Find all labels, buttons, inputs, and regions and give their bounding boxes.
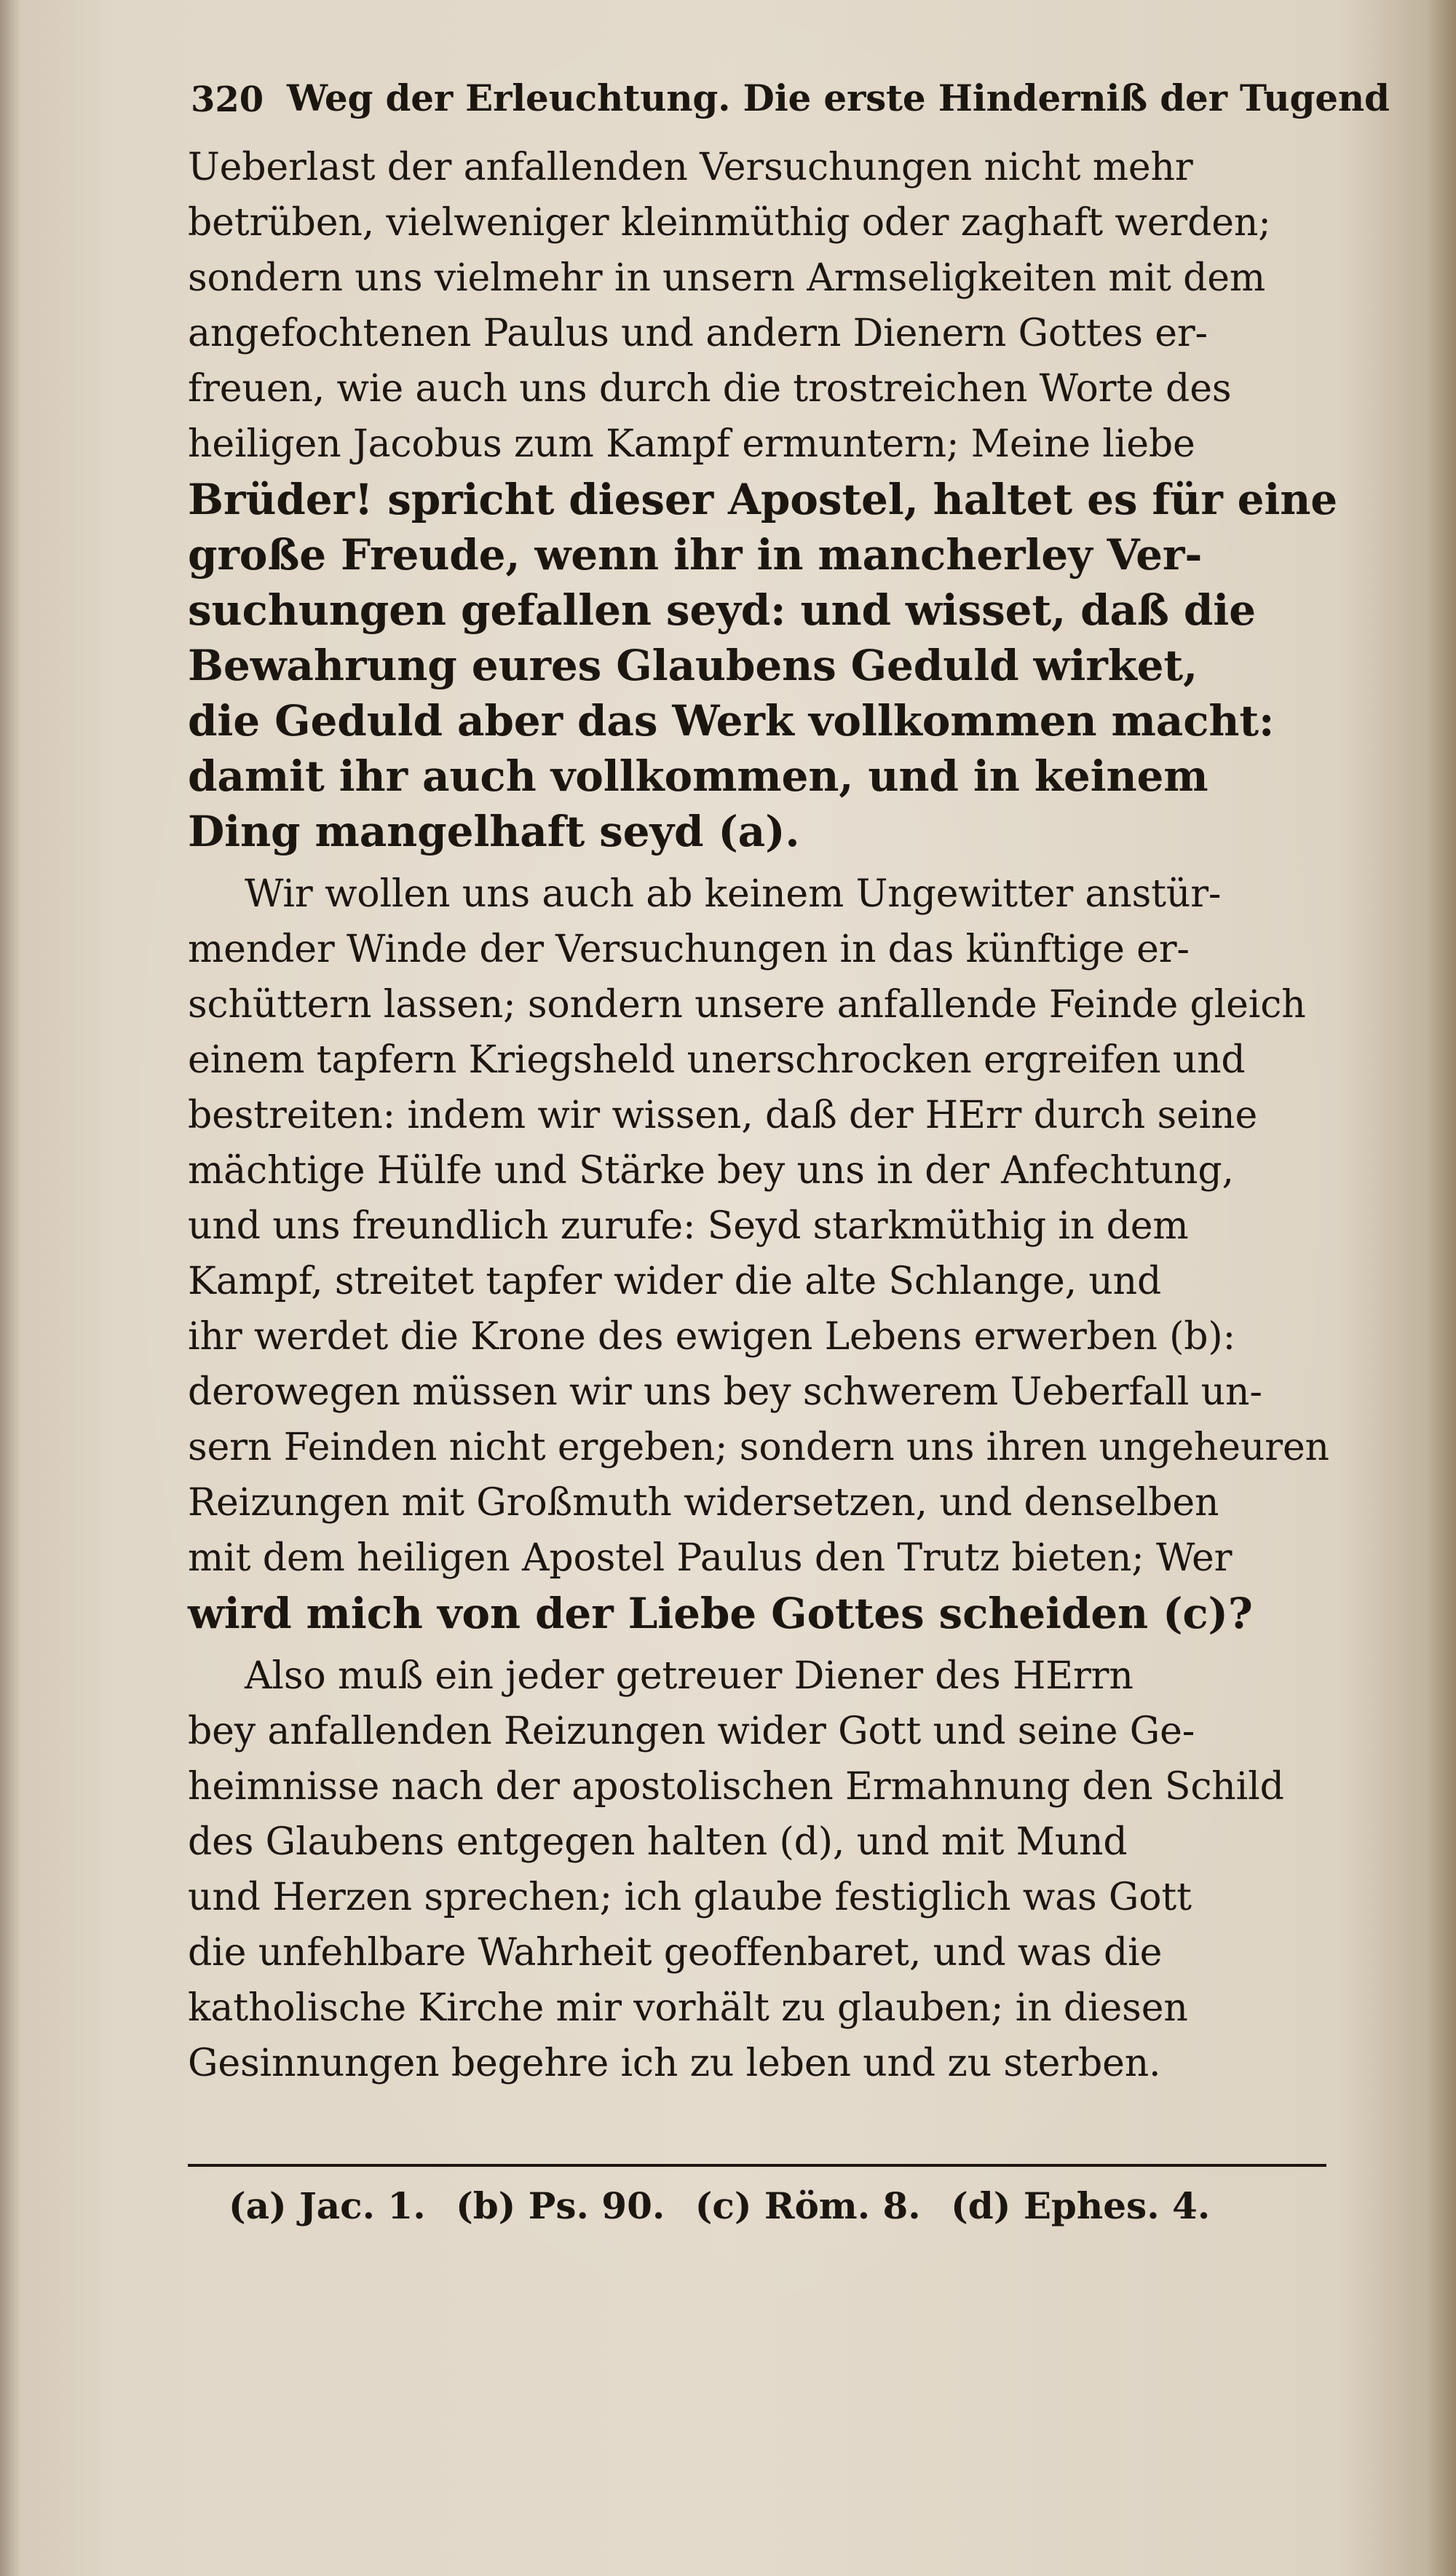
text-line [188,1814,1353,1870]
page-number: 320 [191,79,264,120]
footnote-b: (b) Ps. 90. [456,2184,665,2227]
text-line [188,306,1353,361]
line-text: sondern uns vielmehr in unsern Armseligkeiten mit dem [188,256,1266,300]
line-text: sern Feinden nicht ergeben; sondern uns ihren ungeheuren [188,1426,1329,1469]
line-text: Bewahrung eures Glaubens Geduld wirket, [188,641,1198,690]
line-text: einem tapfern Kriegsheld unerschrocken ergreifen und [188,1038,1246,1082]
line-text: Gesinnungen begehre ich zu leben und zu sterben. [188,2042,1161,2085]
emphasized-quote-line [188,693,1353,748]
emphasized-quote-line [188,748,1353,804]
emphasized-quote-line [188,804,1353,859]
line-text: Wir wollen uns auch ab keinem Ungewitter anstür- [245,872,1222,916]
page-header [191,67,1390,128]
text-line [188,250,1353,306]
line-text: Ding mangelhaft seyd (a). [188,807,800,856]
paragraph-gap [188,859,1353,866]
text-line [188,1198,1353,1254]
line-text: mächtige Hülfe und Stärke bey uns in der Anfechtung, [188,1149,1234,1193]
line-text: heiligen Jacobus zum Kampf ermuntern; Meine liebe [188,422,1195,466]
footnotes [229,2181,1306,2232]
emphasized-quote-line [188,527,1353,582]
line-text: wird mich von der Liebe Gottes scheiden (c)? [188,1589,1253,1638]
line-text: Kampf, streitet tapfer wider die alte Schlange, und [188,1260,1162,1303]
text-line [188,1475,1353,1530]
running-title: Weg der Erleuchtung. Die erste Hinderniß der Tugend [287,76,1390,119]
footnote-d: (d) Ephes. 4. [951,2184,1211,2227]
text-line [188,1980,1353,2036]
text-line [188,2036,1353,2091]
text-line [188,1530,1353,1586]
text-line [188,1704,1353,1759]
line-text: betrüben, vielweniger kleinmüthig oder zaghaft werden; [188,201,1271,245]
paragraph-1 [188,140,1353,859]
line-text: des Glaubens entgegen halten (d), und mit Mund [188,1820,1128,1864]
line-text: und uns freundlich zurufe: Seyd starkmüthig in dem [188,1204,1189,1248]
page-edge-shadow [1427,0,1456,2576]
emphasized-quote-line [188,582,1353,638]
line-text: mender Winde der Versuchungen in das künftige er- [188,928,1190,971]
line-text: damit ihr auch vollkommen, und in keinem [188,751,1208,801]
line-text: angefochtenen Paulus und andern Dienern Gottes er- [188,312,1208,355]
line-text: derowegen müssen wir uns bey schwerem Ueberfall un- [188,1370,1262,1414]
line-text: Ueberlast der anfallenden Versuchungen nicht mehr [188,146,1193,189]
text-line [188,1759,1353,1814]
line-text: große Freude, wenn ihr in mancherley Ver- [188,530,1203,580]
text-line [188,195,1353,250]
line-text: freuen, wie auch uns durch die trostreichen Worte des [188,367,1232,411]
text-line [188,1420,1353,1475]
text-line [188,1364,1353,1420]
binding-shadow [0,0,20,2576]
footnote-c: (c) Röm. 8. [695,2184,921,2227]
text-line [188,1254,1353,1309]
paragraph-gap [188,1641,1353,1648]
line-text: Brüder! spricht dieser Apostel, haltet es für eine [188,475,1338,524]
line-text: suchungen gefallen seyd: und wisset, daß die [188,585,1256,635]
text-line [188,361,1353,416]
line-text: bestreiten: indem wir wissen, daß der HErr durch seine [188,1094,1258,1137]
text-line [188,977,1353,1032]
footnote-rule [188,2164,1326,2167]
text-line [188,1143,1353,1198]
emphasized-quote-line [188,638,1353,693]
text-line [188,1648,1353,1704]
emphasized-quote-line [188,1586,1353,1641]
text-line [188,140,1353,195]
text-line [188,866,1353,922]
text-line [188,1088,1353,1143]
line-text: ihr werdet die Krone des ewigen Lebens erwerben (b): [188,1315,1235,1359]
line-text: mit dem heiligen Apostel Paulus den Trutz bieten; Wer [188,1536,1233,1580]
line-text: Reizungen mit Großmuth widersetzen, und denselben [188,1481,1219,1525]
paragraph-3 [188,1648,1353,2091]
text-line [188,1309,1353,1364]
line-text: und Herzen sprechen; ich glaube festiglich was Gott [188,1876,1192,1919]
line-text: Also muß ein jeder getreuer Diener des HErrn [245,1654,1133,1698]
footnote-a: (a) Jac. 1. [229,2184,426,2227]
line-text: bey anfallenden Reizungen wider Gott und seine Ge- [188,1710,1195,1753]
line-text: heimnisse nach der apostolischen Ermahnung den Schild [188,1765,1284,1809]
line-text: die unfehlbare Wahrheit geoffenbaret, und was die [188,1931,1163,1975]
text-line [188,1032,1353,1088]
text-line [188,416,1353,472]
emphasized-quote-line [188,472,1353,527]
line-text: die Geduld aber das Werk vollkommen macht: [188,696,1275,746]
text-line [188,1925,1353,1980]
text-line [188,922,1353,977]
line-text: katholische Kirche mir vorhält zu glauben; in diesen [188,1986,1188,2030]
text-line [188,1870,1353,1925]
line-text: schüttern lassen; sondern unsere anfallende Feinde gleich [188,983,1306,1027]
main-text [188,140,1353,2091]
paragraph-2 [188,866,1353,1641]
